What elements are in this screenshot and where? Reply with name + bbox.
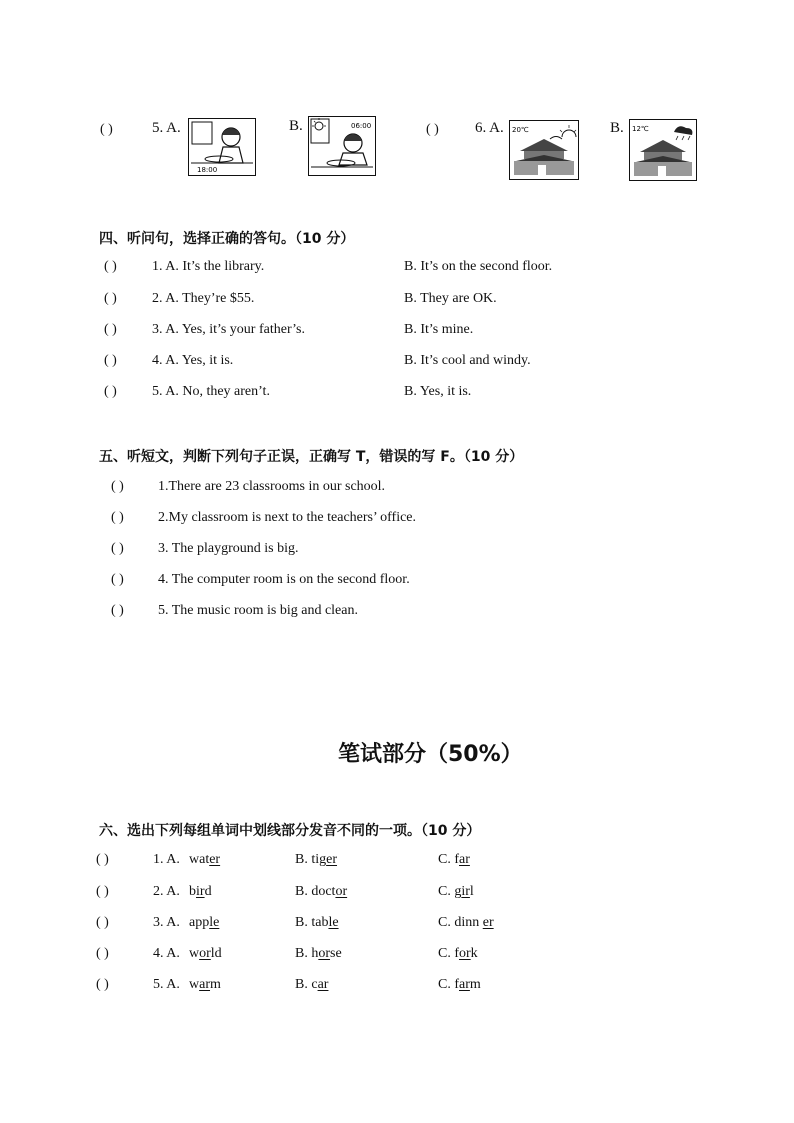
word-part: B. h [295, 946, 319, 961]
time-label: 06:00 [351, 122, 372, 130]
option-number: 5. A. [153, 977, 180, 992]
word-part: m [210, 977, 221, 992]
option-a: 2. A. They’re $55. [152, 291, 255, 306]
word-option-c [438, 977, 481, 993]
word-part: C. f [438, 946, 459, 961]
option-b: B. It’s on the second floor. [404, 259, 553, 274]
word-option-c [438, 884, 474, 900]
word-option-a [189, 946, 222, 962]
answer-paren[interactable]: ( ) [426, 122, 439, 137]
option-number: 4. A. [153, 946, 180, 961]
underlined-letters: ar [317, 977, 329, 992]
option-number: 3. A. [153, 915, 180, 930]
option-label: 6. A. [475, 120, 504, 136]
word-part: ld [210, 946, 222, 961]
word-part: l [469, 884, 474, 899]
underlined-letters: or [459, 946, 471, 961]
girl-eating-icon [309, 117, 375, 175]
word-part: b [189, 884, 196, 899]
answer-paren[interactable]: ( ) [104, 259, 117, 274]
statement: 1.There are 23 classrooms in our school. [158, 479, 386, 494]
option-b: B. It’s cool and windy. [404, 353, 531, 368]
answer-paren[interactable]: ( ) [111, 510, 124, 525]
temperature-label: 12℃ [632, 125, 649, 133]
word-part: app [189, 915, 210, 930]
section-5-title: 五、听短文，判断下列句子正误，正确写 T，错误的写 F。（10 分） [99, 449, 524, 465]
word-part: m [469, 977, 481, 992]
sunny-weather-picture[interactable] [509, 120, 579, 180]
answer-paren[interactable]: ( ) [111, 479, 124, 494]
underlined-letters: ar [459, 852, 470, 867]
underlined-letters: ar [199, 977, 211, 992]
option-b: B. They are OK. [404, 291, 497, 306]
statement: 4. The computer room is on the second floor. [158, 572, 410, 587]
word-option-b [295, 915, 339, 931]
underlined-letters: or [318, 946, 331, 961]
option-a: 4. A. Yes, it is. [152, 353, 234, 368]
answer-paren[interactable]: ( ) [104, 384, 117, 399]
underlined-letters: ir [461, 884, 470, 899]
answer-paren[interactable]: ( ) [96, 977, 109, 992]
word-part: C. dinn [438, 915, 483, 930]
word-part: w [189, 977, 200, 992]
underlined-letters: ar [459, 977, 470, 992]
written-part-title: 笔试部分（50%） [338, 742, 523, 767]
section-4-title: 四、听问句，选择正确的答句。（10 分） [99, 231, 355, 247]
answer-paren[interactable]: ( ) [111, 541, 124, 556]
underlined-letters: or [335, 884, 348, 899]
girl-eating-icon [189, 119, 255, 175]
time-label: 18:00 [197, 166, 218, 174]
statement: 5. The music room is big and clean. [158, 603, 358, 618]
answer-paren[interactable]: ( ) [96, 915, 109, 930]
word-option-b [295, 852, 337, 868]
option-label: 5. A. [152, 120, 181, 136]
morning-breakfast-picture[interactable] [308, 116, 376, 176]
statement: 2.My classroom is next to the teachers’ office. [158, 510, 417, 525]
word-option-a [189, 852, 220, 868]
word-option-a [189, 884, 212, 900]
underlined-letters: le [328, 915, 339, 930]
word-option-c [438, 946, 478, 962]
word-part: B. c [295, 977, 318, 992]
option-number: 2. A. [153, 884, 180, 899]
word-part: C. f [438, 852, 459, 867]
word-part: w [189, 946, 200, 961]
option-a: 1. A. It’s the library. [152, 259, 265, 274]
word-option-b [295, 884, 347, 900]
underlined-letters: er [209, 852, 221, 867]
word-part: B. tab [295, 915, 329, 930]
underlined-letters: le [209, 915, 220, 930]
answer-paren[interactable]: ( ) [104, 291, 117, 306]
word-part: C. g [438, 884, 462, 899]
option-b: B. It’s mine. [404, 322, 474, 337]
option-number: 1. A. [153, 852, 180, 867]
rainy-weather-picture[interactable] [629, 119, 697, 181]
option-a: 5. A. No, they aren’t. [152, 384, 270, 399]
option-a: 3. A. Yes, it’s your father’s. [152, 322, 305, 337]
answer-paren[interactable]: ( ) [104, 353, 117, 368]
temperature-label: 20℃ [512, 126, 529, 134]
tiananmen-sun-icon [510, 121, 578, 179]
underlined-letters: or [199, 946, 211, 961]
underlined-letters: er [482, 915, 494, 930]
underlined-letters: er [326, 852, 338, 867]
word-part: C. f [438, 977, 459, 992]
word-part: d [204, 884, 212, 899]
option-label: B. [289, 118, 303, 134]
word-part: se [330, 946, 342, 961]
section-6-title: 六、选出下列每组单词中划线部分发音不同的一项。（10 分） [99, 823, 481, 839]
word-part: k [470, 946, 478, 961]
statement: 3. The playground is big. [158, 541, 299, 556]
option-b: B. Yes, it is. [404, 384, 472, 399]
answer-paren[interactable]: ( ) [100, 122, 113, 137]
word-option-b [295, 946, 342, 962]
word-option-c [438, 915, 494, 931]
tiananmen-rain-icon [630, 120, 696, 180]
word-option-a [189, 977, 221, 993]
answer-paren[interactable]: ( ) [96, 884, 109, 899]
word-option-a [189, 915, 219, 931]
answer-paren[interactable]: ( ) [111, 572, 124, 587]
word-option-c [438, 852, 470, 868]
option-label: B. [610, 120, 624, 136]
answer-paren[interactable]: ( ) [111, 603, 124, 618]
word-option-b [295, 977, 328, 993]
word-part: B. tig [295, 852, 327, 867]
word-part: wat [189, 852, 210, 867]
answer-paren[interactable]: ( ) [104, 322, 117, 337]
answer-paren[interactable]: ( ) [96, 946, 109, 961]
evening-dinner-picture[interactable] [188, 118, 256, 176]
answer-paren[interactable]: ( ) [96, 852, 109, 867]
word-part: B. doct [295, 884, 336, 899]
underlined-letters: ir [196, 884, 205, 899]
